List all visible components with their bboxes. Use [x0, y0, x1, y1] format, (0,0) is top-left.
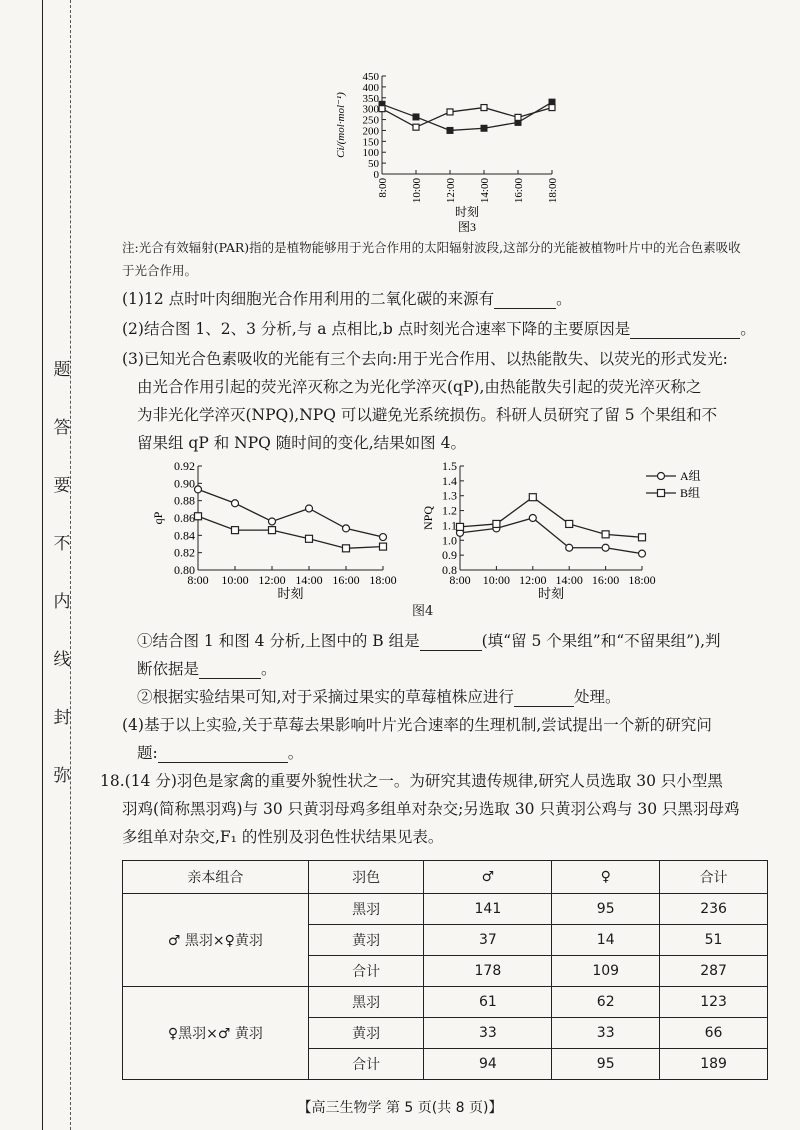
data-point [306, 505, 313, 512]
table-cell: 黑羽 [308, 987, 424, 1018]
table-cell: 141 [424, 894, 552, 925]
data-point [549, 105, 555, 111]
y-tick-label: 1.3 [442, 488, 457, 503]
data-point [232, 500, 239, 507]
x-tick-label: 10:00 [482, 573, 511, 587]
x-axis-label: 时刻 [277, 586, 304, 601]
q17-sub1-line1 [137, 631, 721, 651]
q18-line1: 18.(14 分)羽色是家禽的重要外貌性状之一。为研究其遗传规律,研究人员选取 30 只小型黑 [100, 772, 723, 790]
table-cell: 33 [552, 1018, 660, 1049]
table-cell: 51 [660, 925, 768, 956]
y-tick-label: 0.84 [174, 528, 195, 543]
seal-char: 要 [53, 476, 71, 496]
seal-char: 答 [53, 418, 71, 438]
series-line [198, 516, 383, 548]
data-point [343, 525, 350, 532]
q17-part2-text: (2)结合图 1、2、3 分析,与 a 点相比,b 点时刻光合速率下降的主要原因是 [122, 320, 631, 338]
data-point [515, 114, 521, 120]
y-tick-label: 150 [362, 136, 379, 149]
data-point [413, 114, 419, 120]
table-cell: 黄羽 [308, 1018, 424, 1049]
gutter-dashed-line [70, 0, 71, 1130]
y-axis-label: NPQ [421, 505, 435, 531]
y-tick-label: 0.80 [174, 563, 195, 577]
data-point [306, 535, 313, 542]
seal-char: 弥 [53, 766, 71, 786]
table-cell: 109 [552, 956, 660, 987]
data-point [481, 105, 487, 111]
data-point [269, 518, 276, 525]
table-header-cell: ♀ [552, 861, 660, 894]
data-point [379, 106, 385, 112]
data-point [343, 545, 350, 552]
seal-char: 线 [53, 650, 71, 670]
data-point [481, 125, 487, 131]
data-point [413, 124, 419, 130]
table-cell: 95 [552, 1049, 660, 1080]
y-tick-label: 1.2 [442, 503, 457, 518]
series-line [460, 518, 642, 554]
figure-4-legend [640, 466, 720, 502]
table-header-cell: ♂ [424, 861, 552, 894]
results-table [122, 860, 768, 1080]
data-point [232, 527, 239, 534]
x-tick-label: 8:00 [449, 573, 471, 587]
q17-part1 [122, 289, 572, 309]
data-point [269, 527, 276, 534]
table-cell: 黑羽 [308, 894, 424, 925]
q17-sub2-text-a: ②根据实验结果可知,对于采摘过果实的草莓植株应进行 [137, 688, 514, 706]
y-tick-label: 50 [368, 158, 379, 171]
x-axis-label: 时刻 [537, 586, 565, 601]
y-tick-label: 0 [373, 169, 379, 181]
seal-char: 封 [53, 708, 71, 728]
q17-part4-line1: (4)基于以上实验,关于草莓去果影响叶片光合速率的生理机制,尝试提出一个新的研究问 [122, 716, 712, 734]
table-cell: 合计 [308, 956, 424, 987]
y-tick-label: 200 [362, 125, 379, 138]
table-cell: 66 [660, 1018, 768, 1049]
y-tick-label: 1.0 [442, 533, 457, 548]
q17-part2-end: 。 [740, 320, 756, 338]
y-tick-label: 300 [362, 103, 379, 116]
y-tick-label: 0.82 [174, 545, 195, 560]
table-cross-cell: ♀黑羽×♂ 黄羽 [123, 987, 309, 1080]
seal-char: 不 [53, 534, 71, 554]
q17-sub1-text-a: ①结合图 1 和图 4 分析,上图中的 B 组是 [137, 632, 420, 650]
data-point [493, 520, 500, 527]
q17-part3-line3: 为非光化学淬灭(NPQ),NPQ 可以避免光系统损伤。科研人员研究了留 5 个果组和不 [137, 406, 718, 424]
y-axis-label: Ci/(mol·mol⁻¹) [335, 92, 347, 158]
data-point [566, 520, 573, 527]
legend-marker-a [658, 473, 665, 480]
table-cell: 236 [660, 894, 768, 925]
data-point [529, 515, 536, 522]
y-tick-label: 0.90 [174, 476, 195, 491]
figure-note-line2: 于光合作用。 [122, 263, 198, 278]
q17-sub1-text-b: (填“留 5 个果组”和“不留果组”),判 [481, 632, 721, 650]
table-cell: 33 [424, 1018, 552, 1049]
figure-3-chart [330, 68, 560, 238]
table-cell: 14 [552, 925, 660, 956]
table-cell: 287 [660, 956, 768, 987]
figure-4-caption: 图4 [412, 604, 434, 619]
q17-part2 [122, 319, 756, 339]
y-tick-label: 1.5 [442, 459, 457, 473]
q17-sub2 [137, 687, 620, 707]
answer-blank[interactable] [494, 292, 556, 309]
data-point [380, 543, 387, 550]
data-point [195, 513, 202, 520]
y-tick-label: 0.9 [442, 548, 457, 563]
y-tick-label: 0.86 [174, 511, 195, 525]
data-point [195, 486, 202, 493]
x-tick-label: 16:00 [591, 573, 620, 587]
q17-sub2-text-b: 处理。 [573, 688, 621, 706]
q17-part1-end: 。 [556, 290, 572, 308]
data-point [602, 544, 609, 551]
x-tick-label: 10:00 [411, 178, 423, 204]
table-header-row [123, 861, 768, 894]
series-line [460, 497, 642, 537]
y-tick-label: 0.8 [442, 563, 457, 577]
data-point [529, 494, 536, 501]
x-tick-label: 18:00 [547, 178, 559, 204]
x-tick-label: 10:00 [221, 573, 249, 587]
table-cell: 61 [424, 987, 552, 1018]
q17-part4-text-b: 。 [287, 744, 304, 762]
q17-sub1-text-c: 断依据是 [137, 660, 200, 678]
q17-part4-line2 [137, 743, 303, 763]
answer-blank[interactable] [420, 634, 482, 651]
x-axis-label: 时刻 [454, 205, 480, 219]
x-tick-label: 14:00 [479, 178, 491, 204]
x-tick-label: 14:00 [555, 573, 583, 587]
data-point [457, 523, 464, 530]
series-line [198, 489, 383, 537]
x-tick-label: 18:00 [369, 573, 397, 587]
x-tick-label: 18:00 [628, 573, 656, 587]
figure-4-qp-chart [148, 458, 410, 603]
data-point [380, 534, 387, 541]
q17-part3-line1: (3)已知光合色素吸收的光能有三个去向:用于光合作用、以热能散失、以荧光的形式发光: [122, 350, 728, 368]
q17-part1-text: (1)12 点时叶肉细胞光合作用利用的二氧化碳的来源有 [122, 290, 495, 308]
q17-part3-line2: 由光合作用引起的荧光淬灭称之为光化学淬灭(qP),由热能散失引起的荧光淬灭称之 [137, 378, 702, 396]
x-tick-label: 14:00 [295, 573, 323, 587]
seal-char: 内 [53, 592, 71, 612]
y-axis-label: qP [151, 511, 165, 525]
y-tick-label: 0.92 [174, 459, 195, 473]
chart-title: 图3 [457, 220, 477, 234]
q17-part3-line4: 留果组 qP 和 NPQ 随时间的变化,结果如图 4。 [137, 434, 466, 452]
answer-blank[interactable] [630, 322, 740, 339]
y-tick-label: 250 [362, 114, 379, 127]
table-header-cell: 合计 [660, 861, 768, 894]
answer-blank[interactable] [158, 746, 288, 763]
table-cell: 123 [660, 987, 768, 1018]
x-tick-label: 12:00 [445, 178, 457, 204]
table-cell: 189 [660, 1049, 768, 1080]
x-tick-label: 8:00 [377, 178, 389, 198]
data-point [639, 534, 646, 541]
x-tick-label: 16:00 [332, 573, 360, 587]
y-tick-label: 1.1 [442, 518, 457, 533]
x-tick-label: 16:00 [513, 178, 525, 204]
answer-blank[interactable] [199, 662, 261, 679]
data-point [602, 531, 609, 538]
table-row [123, 987, 768, 1018]
table-cell: 178 [424, 956, 552, 987]
table-cell: 62 [552, 987, 660, 1018]
data-point [566, 544, 573, 551]
q17-sub1-line2 [137, 659, 277, 679]
page-footer: 【高三生物学 第 5 页(共 8 页)】 [297, 1100, 503, 1116]
x-tick-label: 8:00 [187, 573, 209, 587]
y-tick-label: 400 [362, 81, 379, 94]
q18-line2: 羽鸡(简称黑羽鸡)与 30 只黄羽母鸡多组单对杂交;另选取 30 只黄羽公鸡与 30 只黑羽母鸡 [122, 800, 740, 818]
legend-label-a: A组 [680, 469, 701, 483]
data-point [447, 109, 453, 115]
y-tick-label: 450 [362, 71, 379, 83]
y-tick-label: 0.88 [174, 493, 195, 508]
table-cell: 合计 [308, 1049, 424, 1080]
table-cell: 37 [424, 925, 552, 956]
q17-part4-text-a: 题: [137, 744, 158, 762]
table-cell: 95 [552, 894, 660, 925]
data-point [639, 550, 646, 557]
figure-note-line1: 注:光合有效辐射(PAR)指的是植物能够用于光合作用的太阳辐射波段,这部分的光能被植物叶片中的光合色素吸收 [122, 240, 741, 255]
y-tick-label: 350 [362, 92, 379, 105]
table-cell: 94 [424, 1049, 552, 1080]
data-point [447, 127, 453, 133]
q18-line3: 多组单对杂交,F₁ 的性别及羽色性状结果见表。 [122, 828, 444, 846]
x-tick-label: 12:00 [258, 573, 286, 587]
table-cell: 黄羽 [308, 925, 424, 956]
seal-char: 题 [53, 360, 71, 380]
table-row [123, 894, 768, 925]
y-tick-label: 1.4 [442, 473, 457, 488]
x-tick-label: 12:00 [519, 573, 547, 587]
legend-marker-b [658, 490, 665, 497]
table-cross-cell: ♂ 黑羽×♀黄羽 [123, 894, 309, 987]
answer-blank[interactable] [514, 690, 574, 707]
table-header-cell: 羽色 [308, 861, 424, 894]
table-header-cell: 亲本组合 [123, 861, 309, 894]
q17-sub1-text-d: 。 [261, 660, 277, 678]
gutter-solid-line [42, 0, 43, 1130]
y-tick-label: 100 [362, 147, 379, 160]
legend-label-b: B组 [680, 486, 701, 500]
series-line [382, 102, 552, 130]
